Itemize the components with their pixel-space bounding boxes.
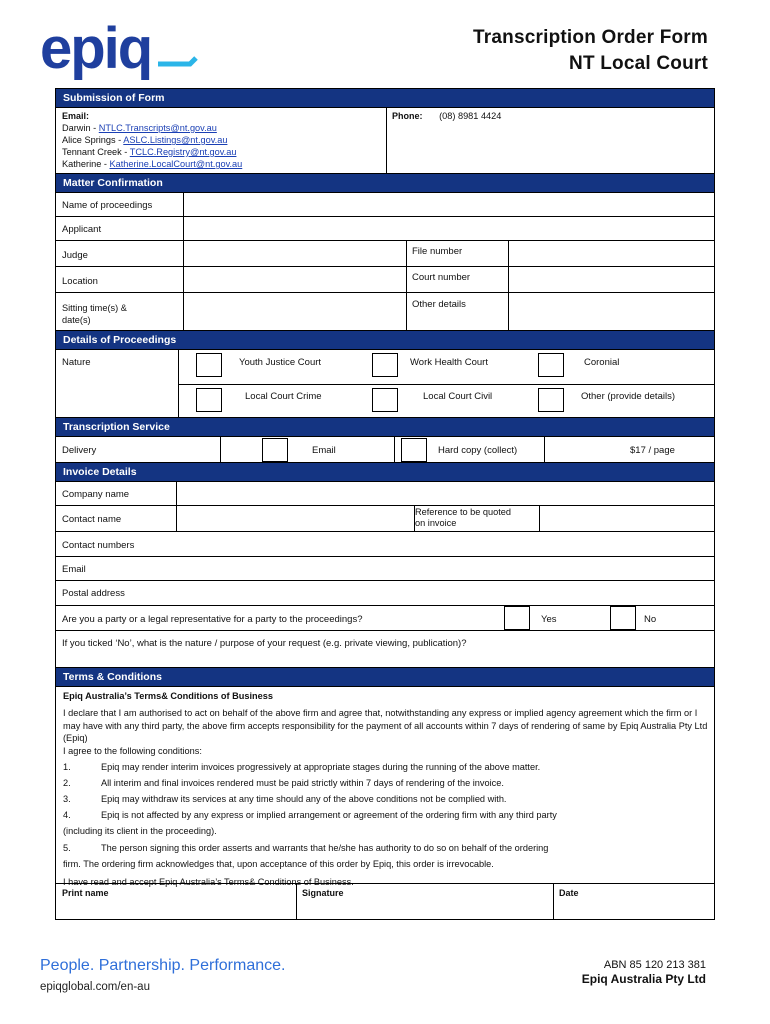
- form-title: [473, 25, 708, 77]
- input-reference[interactable]: [540, 506, 714, 531]
- label-applicant: Applicant: [62, 224, 102, 235]
- label-location: Location: [62, 276, 98, 287]
- section-service: Transcription Service: [56, 418, 714, 436]
- price-per-page: $17 / page: [630, 445, 675, 456]
- email-line-tennant: Tennant Creek - TCLC.Registry@nt.gov.au: [62, 147, 237, 157]
- label-contact-name: Contact name: [62, 514, 122, 525]
- row-company-name: [56, 481, 714, 505]
- label-other: Other (provide details): [581, 391, 675, 402]
- logo-accent-swoosh: [158, 58, 196, 64]
- term-4-cont: (including its client in the proceeding).: [63, 826, 217, 836]
- row-judge: [56, 240, 714, 266]
- row-applicant: [56, 216, 714, 240]
- section-submission: Submission of Form: [56, 89, 714, 107]
- label-youth-justice: Youth Justice Court: [239, 357, 322, 368]
- order-form: [55, 88, 715, 920]
- term-4: 4. Epiq is not affected by any express or implied arrangement or agreement of the ordering firm with any third party: [63, 810, 557, 820]
- row-party-question: [56, 605, 714, 630]
- label-invoice-email: Email: [62, 564, 86, 575]
- terms-subtitle: Epiq Australia’s Terms& Conditions of Business: [63, 691, 273, 701]
- section-matter: Matter Confirmation: [56, 174, 714, 192]
- email-line-darwin: Darwin - NTLC.Transcripts@nt.gov.au: [62, 123, 217, 133]
- label-local-civil: Local Court Civil: [423, 391, 493, 402]
- submission-row: [56, 107, 714, 173]
- term-5: 5. The person signing this order asserts and warrants that he/she has authority to do so on behalf of the ordering: [63, 843, 549, 853]
- input-other-details[interactable]: [509, 293, 714, 330]
- checkbox-email-delivery[interactable]: [262, 438, 288, 462]
- input-nature-of-request[interactable]: [56, 649, 714, 667]
- label-email-delivery: Email: [312, 445, 336, 456]
- label-coronial: Coronial: [584, 357, 620, 368]
- terms-agree: I agree to the following conditions:: [63, 746, 202, 756]
- label-local-crime: Local Court Crime: [245, 391, 322, 402]
- checkbox-no[interactable]: [610, 606, 636, 630]
- label-judge: Judge: [62, 250, 88, 261]
- input-contact-numbers[interactable]: [177, 532, 714, 556]
- input-signature[interactable]: [297, 884, 553, 919]
- term-1: 1. Epiq may render interim invoices progressively at appropriate stages during the running of the above matter.: [63, 762, 541, 772]
- label-name-of-proceedings: Name of proceedings: [62, 200, 153, 211]
- label-reference: Reference to be quoted on invoice: [415, 507, 512, 528]
- row-signoff: [56, 883, 714, 919]
- email-link-tennant[interactable]: TCLC.Registry@nt.gov.au: [129, 147, 237, 157]
- section-proceedings: Details of Proceedings: [56, 331, 714, 349]
- label-file-number: File number: [412, 246, 463, 257]
- footer-tagline: People. Partnership. Performance.: [40, 957, 286, 974]
- label-court-number: Court number: [412, 272, 471, 283]
- terms-declaration: I declare that I am authorised to act on behalf of the above firm and agree that, notwithstanding any express or implied agency agreement which the firm or I may have with any third party, the above firm accepts responsibility for the payment of all accounts within 7 days of rendering of same by Epiq Australia Pty Ltd (Epiq): [63, 708, 708, 743]
- checkbox-local-crime[interactable]: [196, 388, 222, 412]
- row-delivery: [56, 436, 714, 462]
- email-link-darwin[interactable]: NTLC.Transcripts@nt.gov.au: [98, 123, 217, 133]
- input-company-name[interactable]: [177, 482, 714, 505]
- label-work-health: Work Health Court: [410, 357, 488, 368]
- email-link-katherine[interactable]: Katherine.LocalCourt@nt.gov.au: [109, 159, 243, 169]
- title-line-2: NT Local Court: [569, 53, 708, 74]
- label-delivery: Delivery: [62, 445, 97, 456]
- label-signature: Signature: [302, 888, 344, 898]
- label-party-question: Are you a party or a legal representative for a party to the proceedings?: [62, 614, 363, 625]
- label-nature: Nature: [62, 357, 91, 368]
- checkbox-work-health[interactable]: [372, 353, 398, 377]
- checkbox-youth-justice[interactable]: [196, 353, 222, 377]
- label-sitting: Sitting time(s) & date(s): [62, 303, 127, 325]
- email-link-alice[interactable]: ASLC.Listings@nt.gov.au: [123, 135, 228, 145]
- label-yes: Yes: [541, 614, 557, 625]
- phone-number: (08) 8981 4424: [439, 111, 502, 121]
- divider: [386, 108, 387, 173]
- label-company-name: Company name: [62, 489, 130, 500]
- label-contact-numbers: Contact numbers: [62, 540, 135, 551]
- epiq-logo: [40, 20, 200, 82]
- row-nature-question: [56, 630, 714, 667]
- checkbox-other[interactable]: [538, 388, 564, 412]
- phone-block: [392, 110, 501, 122]
- row-location: [56, 266, 714, 292]
- label-hard-copy: Hard copy (collect): [438, 445, 518, 456]
- row-sitting: [56, 292, 714, 330]
- input-name-of-proceedings[interactable]: [184, 193, 714, 216]
- label-print-name: Print name: [62, 888, 109, 898]
- term-2: 2. All interim and final invoices rendered must be paid strictly within 7 days of rendering of the invoice.: [63, 778, 504, 788]
- input-file-number[interactable]: [509, 241, 714, 266]
- checkbox-coronial[interactable]: [538, 353, 564, 377]
- input-court-number[interactable]: [509, 267, 714, 292]
- row-postal-address: [56, 580, 714, 605]
- input-invoice-email[interactable]: [177, 557, 714, 580]
- input-sitting[interactable]: [184, 293, 406, 330]
- term-5-cont: firm. The ordering firm acknowledges that, upon acceptance of this order by Epiq, this order is irrevocable.: [63, 859, 494, 869]
- checkbox-yes[interactable]: [504, 606, 530, 630]
- phone-label: Phone:: [392, 111, 423, 121]
- epiq-logo-text: epiq: [40, 20, 152, 81]
- row-nature: [56, 349, 714, 417]
- label-nature-question: If you ticked ‘No’, what is the nature / purpose of your request (e.g. private viewing, publication)?: [62, 638, 467, 649]
- label-other-details: Other details: [412, 299, 466, 310]
- title-line-1: Transcription Order Form: [473, 27, 708, 48]
- checkbox-local-civil[interactable]: [372, 388, 398, 412]
- row-contact-numbers: [56, 531, 714, 556]
- section-terms: Terms & Conditions: [56, 668, 714, 686]
- submission-contacts: [62, 110, 242, 170]
- terms-body: [56, 686, 714, 887]
- terms-accept: I have read and accept Epiq Australia’s Terms& Conditions of Business.: [63, 877, 354, 887]
- input-contact-name[interactable]: [177, 506, 414, 531]
- row-invoice-email: [56, 556, 714, 580]
- footer-url[interactable]: epiqglobal.com/en-au: [40, 981, 150, 993]
- row-contact-name: [56, 505, 714, 531]
- footer-abn: ABN 85 120 213 381: [603, 959, 706, 971]
- input-print-name[interactable]: [56, 884, 296, 919]
- input-location[interactable]: [184, 267, 406, 292]
- term-3: 3. Epiq may withdraw its services at any time should any of the above conditions not be complied with.: [63, 794, 507, 804]
- input-applicant[interactable]: [184, 217, 714, 240]
- label-no: No: [644, 614, 657, 625]
- input-postal-address[interactable]: [177, 581, 714, 605]
- input-date[interactable]: [554, 884, 714, 919]
- email-line-katherine: Katherine - Katherine.LocalCourt@nt.gov.au: [62, 159, 243, 169]
- row-name-of-proceedings: [56, 192, 714, 216]
- footer-company: Epiq Australia Pty Ltd: [581, 972, 706, 986]
- section-invoice: Invoice Details: [56, 463, 714, 481]
- email-line-alice: Alice Springs - ASLC.Listings@nt.gov.au: [62, 135, 228, 145]
- label-date: Date: [559, 888, 579, 898]
- email-label: Email:: [62, 111, 90, 121]
- input-judge[interactable]: [184, 241, 406, 266]
- label-postal-address: Postal address: [62, 588, 125, 599]
- checkbox-hard-copy[interactable]: [401, 438, 427, 462]
